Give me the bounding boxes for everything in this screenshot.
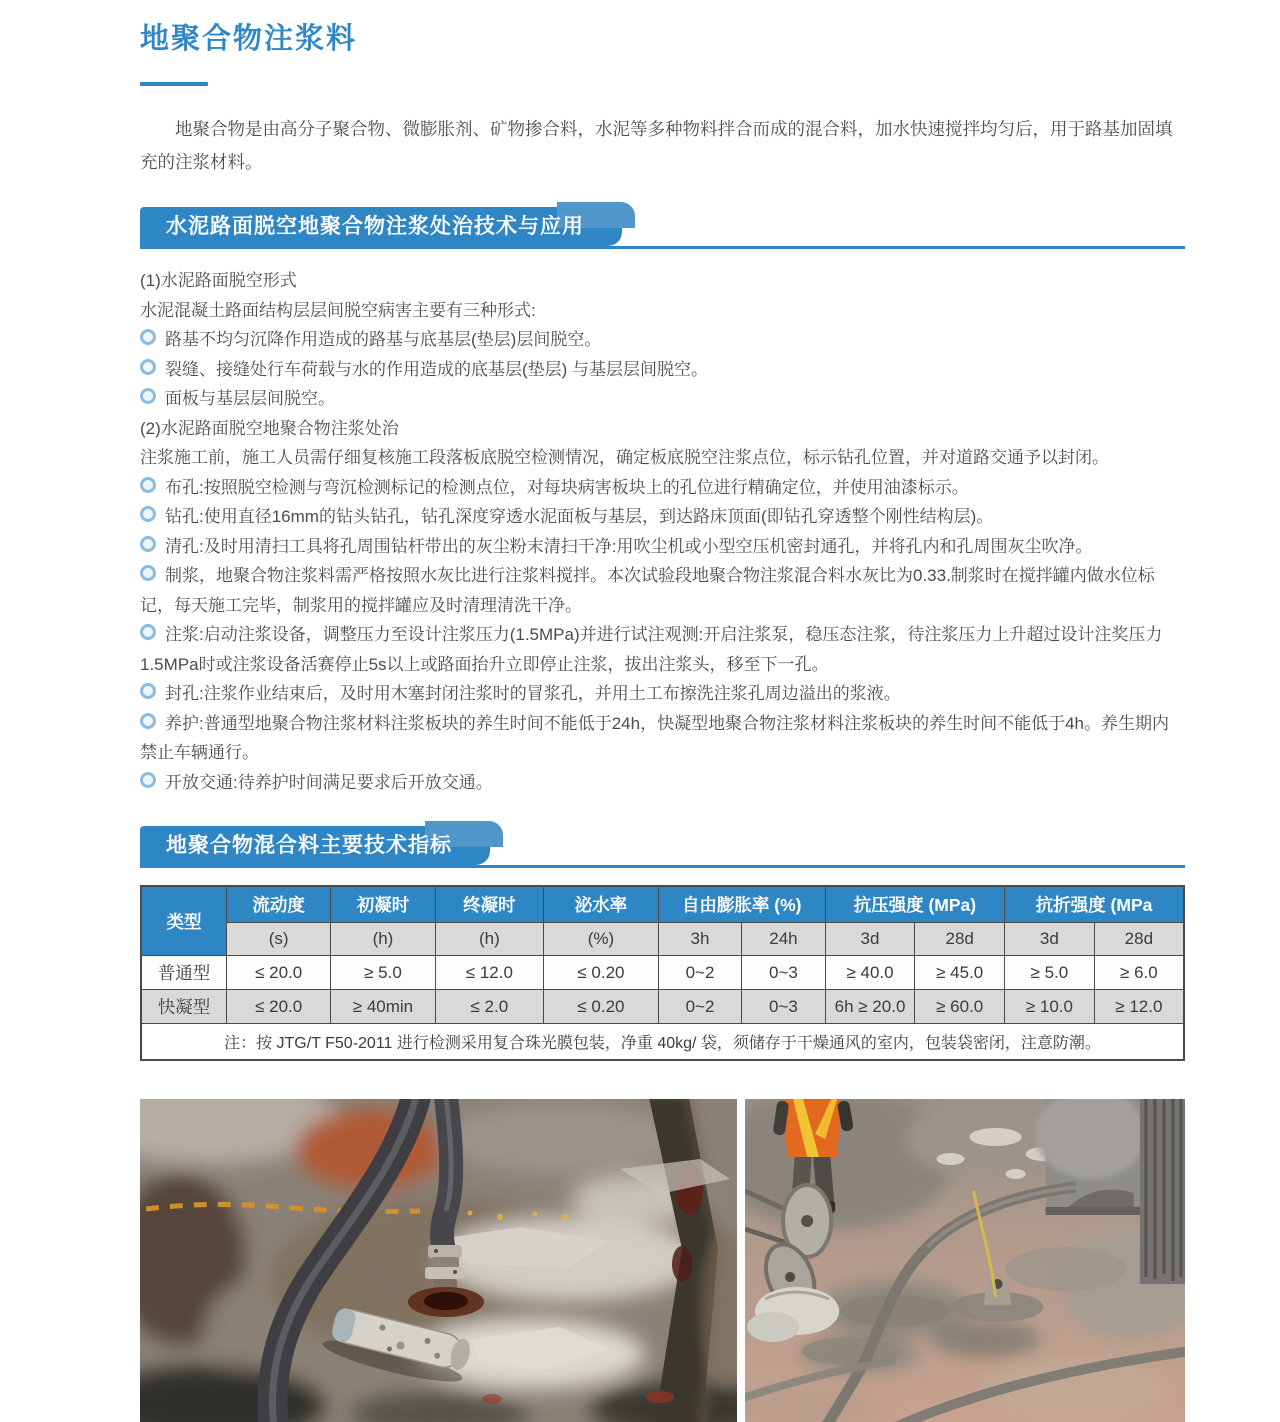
ring-bullet-icon: [140, 624, 156, 640]
column-header: 抗折强度 (MPa: [1005, 886, 1184, 923]
section-specs-header: [140, 826, 1185, 868]
spec-value-cell: ≥ 5.0: [1005, 956, 1095, 990]
spec-value-cell: ≥ 5.0: [331, 956, 435, 990]
procedure-bullet-item: 布孔:按照脱空检测与弯沉检测标记的检测点位，对每块病害板块上的孔位进行精确定位，并使用油漆标示。: [140, 473, 1185, 503]
spec-value-cell: ≤ 20.0: [227, 956, 331, 990]
procedure-text-line: 注浆施工前，施工人员需仔细复核施工段落板底脱空检测情况，确定板底脱空注浆点位，标示钻孔位置，并对道路交通予以封闭。: [140, 448, 1109, 467]
row-type-label: 普通型: [141, 956, 227, 990]
spec-table-body: [141, 956, 1184, 1024]
spec-table: [140, 885, 1185, 1061]
ring-bullet-icon: [140, 388, 156, 404]
spec-value-cell: ≤ 0.20: [544, 990, 659, 1024]
procedure-list: [140, 266, 1185, 797]
section-specs-banner: 地聚合物混合料主要技术指标: [140, 826, 490, 865]
unit-header: (s): [227, 923, 331, 956]
column-header: 终凝时: [435, 886, 543, 923]
procedure-bullet-item: 钻孔:使用直径16mm的钻头钻孔，钻孔深度穿透水泥面板与基层，到达路床顶面(即钻孔穿透整个刚性结构层)。: [140, 502, 1185, 532]
table-note: 注：按 JTG/T F50-2011 进行检测采用复合珠光膜包装，净重 40kg/ 袋，须储存于干燥通风的室内，包装袋密闭，注意防潮。: [141, 1024, 1184, 1061]
ring-bullet-icon: [140, 506, 156, 522]
spec-value-cell: ≤ 2.0: [435, 990, 543, 1024]
document-page: [140, 0, 1185, 1422]
spec-value-cell: ≥ 60.0: [915, 990, 1005, 1024]
unit-header: (h): [331, 923, 435, 956]
procedure-text-line: (2)水泥路面脱空地聚合物注浆处治: [140, 418, 399, 438]
spec-value-cell: ≥ 40.0: [825, 956, 915, 990]
procedure-bullet-item: 制浆，地聚合物注浆料需严格按照水灰比进行注浆料搅拌。本次试验段地聚合物注浆混合料水灰比为0.33.制浆时在搅拌罐内做水位标记，每天施工完毕，制浆用的搅拌罐应及时清理清洗干净。: [140, 566, 1155, 615]
spec-value-cell: 6h ≥ 20.0: [825, 990, 915, 1024]
page-title: 地聚合物注浆料: [140, 23, 358, 55]
unit-header: 3h: [658, 923, 741, 956]
spec-value-cell: 0~3: [742, 956, 825, 990]
unit-header: 3d: [825, 923, 915, 956]
procedure-bullet-item: 路基不均匀沉降作用造成的路基与底基层(垫层)层间脱空。: [140, 325, 1185, 355]
spec-table-head: [141, 886, 1184, 956]
spec-value-cell: ≥ 12.0: [1094, 990, 1184, 1024]
unit-header: (h): [435, 923, 543, 956]
ring-bullet-icon: [140, 359, 156, 375]
row-type-label: 快凝型: [141, 990, 227, 1024]
table-row: [141, 990, 1184, 1024]
unit-header: 28d: [1094, 923, 1184, 956]
column-header: 抗压强度 (MPa): [825, 886, 1004, 923]
ring-bullet-icon: [140, 772, 156, 788]
spec-value-cell: 0~2: [658, 956, 741, 990]
table-row: [141, 956, 1184, 990]
section-technology-banner: 水泥路面脱空地聚合物注浆处治技术与应用: [140, 207, 622, 246]
unit-header: 3d: [1005, 923, 1095, 956]
column-header: 泌水率: [544, 886, 659, 923]
ring-bullet-icon: [140, 683, 156, 699]
spec-value-cell: 0~3: [742, 990, 825, 1024]
column-header: 初凝时: [331, 886, 435, 923]
unit-header: 24h: [742, 923, 825, 956]
photo-grouting-worksite: [745, 1099, 1185, 1422]
spec-value-cell: ≥ 10.0: [1005, 990, 1095, 1024]
spec-value-cell: ≤ 12.0: [435, 956, 543, 990]
ring-bullet-icon: [140, 565, 156, 581]
ring-bullet-icon: [140, 329, 156, 345]
photo-strip: [140, 1099, 1185, 1422]
unit-header: (%): [544, 923, 659, 956]
section-technology-header: [140, 207, 1185, 249]
column-header: 流动度: [227, 886, 331, 923]
spec-value-cell: ≥ 45.0: [915, 956, 1005, 990]
spec-value-cell: ≥ 6.0: [1094, 956, 1184, 990]
procedure-text-line: 水泥混凝土路面结构层层间脱空病害主要有三种形式:: [140, 300, 536, 320]
spec-value-cell: ≥ 40min: [331, 990, 435, 1024]
intro-paragraph: 地聚合物是由高分子聚合物、微膨胀剂、矿物掺合料，水泥等多种物料拌合而成的混合料，加水快速搅拌均匀后，用于路基加固填充的注浆材料。: [140, 119, 1173, 172]
ring-bullet-icon: [140, 536, 156, 552]
photo-grout-hose-in-pavement: [140, 1099, 737, 1422]
procedure-bullet-item: 养护:普通型地聚合物注浆材料注浆板块的养生时间不能低于24h，快凝型地聚合物注浆材料注浆板块的养生时间不能低于4h。养生期内禁止车辆通行。: [140, 713, 1169, 762]
spec-value-cell: ≤ 0.20: [544, 956, 659, 990]
column-header: 自由膨胀率 (%): [658, 886, 825, 923]
procedure-bullet-item: 开放交通:待养护时间满足要求后开放交通。: [140, 768, 1185, 798]
procedure-bullet-item: 裂缝、接缝处行车荷载与水的作用造成的底基层(垫层) 与基层层间脱空。: [140, 355, 1185, 385]
procedure-bullet-item: 面板与基层层间脱空。: [140, 384, 1185, 414]
procedure-bullet-item: 封孔:注浆作业结束后，及时用木塞封闭注浆时的冒浆孔，并用土工布擦洗注浆孔周边溢出的浆液。: [140, 679, 1185, 709]
procedure-bullet-item: 注浆:启动注浆设备，调整压力至设计注浆压力(1.5MPa)并进行试注观测:开启注浆泵，稳压态注浆，待注浆压力上升超过设计注奖压力1.5MPa时或注浆设备活赛停止5s以上或路面抬升立即停止注浆，拔出注浆头，移至下一孔。: [140, 625, 1163, 674]
spec-value-cell: 0~2: [658, 990, 741, 1024]
ring-bullet-icon: [140, 477, 156, 493]
unit-header: 28d: [915, 923, 1005, 956]
procedure-bullet-item: 清孔:及时用清扫工具将孔周围钻杆带出的灰尘粉末清扫干净:用吹尘机或小型空压机密封通孔，并将孔内和孔周围灰尘吹净。: [140, 532, 1185, 562]
title-underline: [140, 82, 208, 86]
ring-bullet-icon: [140, 713, 156, 729]
procedure-text-line: (1)水泥路面脱空形式: [140, 271, 297, 290]
column-header: 类型: [141, 886, 227, 956]
spec-value-cell: ≤ 20.0: [227, 990, 331, 1024]
